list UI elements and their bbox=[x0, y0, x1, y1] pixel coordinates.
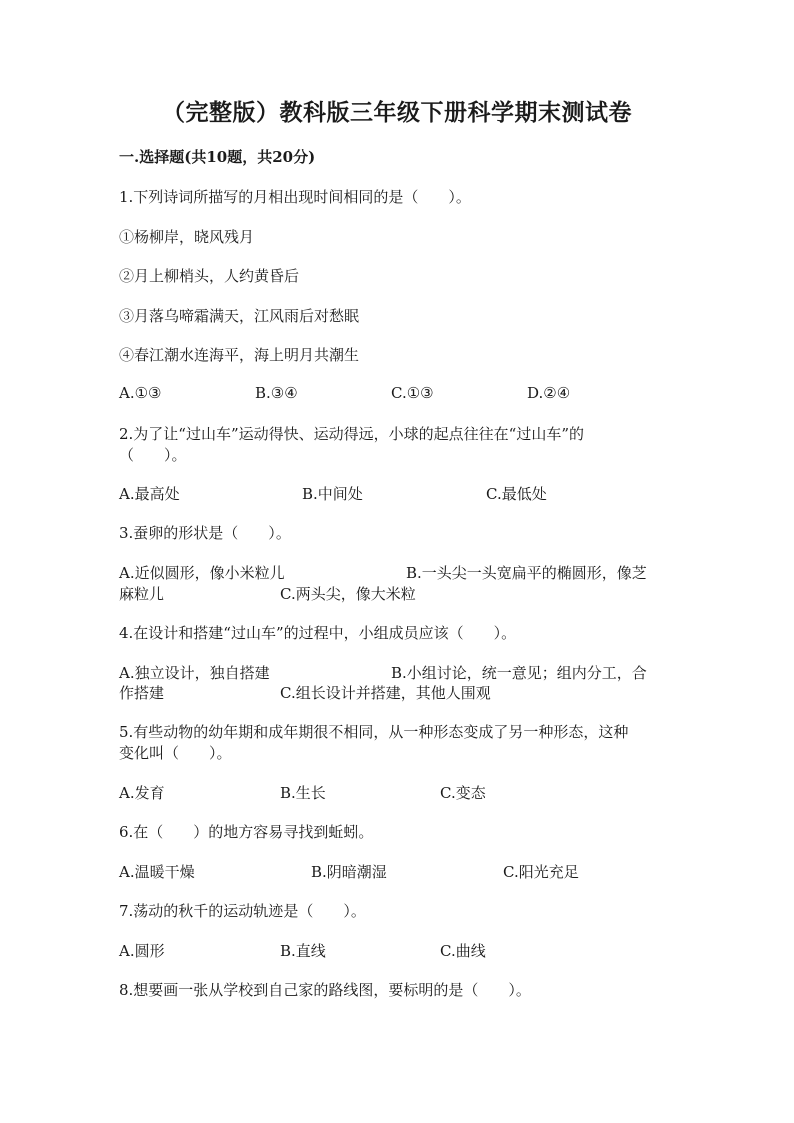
question-2-stem-line-1: 2.为了让“过山车”运动得快、运动得远，小球的起点往往在“过山车”的 bbox=[119, 425, 584, 443]
question-1-option-d[interactable]: D.②④ bbox=[527, 384, 571, 402]
question-5-stem-line-1: 5.有些动物的幼年期和成年期很不相同，从一种形态变成了另一种形态，这种 bbox=[119, 723, 629, 741]
question-6-option-c[interactable]: C.阳光充足 bbox=[503, 863, 579, 881]
question-1-option-b[interactable]: B.③④ bbox=[255, 384, 298, 402]
question-8-stem: 8.想要画一张从学校到自己家的路线图，要标明的是（ ）。 bbox=[119, 981, 531, 999]
question-3-option-b[interactable]: B.一头尖一头宽扁平的椭圆形，像芝 bbox=[406, 564, 647, 582]
question-7-option-c[interactable]: C.曲线 bbox=[440, 942, 486, 960]
question-1-option-c[interactable]: C.①③ bbox=[391, 384, 434, 402]
question-1-line-3: ③月落乌啼霜满天，江风雨后对愁眠 bbox=[119, 307, 360, 325]
page-title: （完整版）教科版三年级下册科学期末测试卷 bbox=[162, 99, 632, 126]
question-1-line-4: ④春江潮水连海平，海上明月共潮生 bbox=[119, 346, 360, 364]
question-2-option-b[interactable]: B.中间处 bbox=[302, 485, 363, 503]
question-1-stem: 1.下列诗词所描写的月相出现时间相同的是（ ）。 bbox=[119, 188, 471, 206]
question-2-stem-line-2: （ ）。 bbox=[119, 446, 187, 464]
question-3-option-c[interactable]: C.两头尖，像大米粒 bbox=[280, 585, 416, 603]
question-3-stem: 3.蚕卵的形状是（ ）。 bbox=[119, 524, 291, 542]
question-7-option-a[interactable]: A.圆形 bbox=[119, 942, 165, 960]
question-6-option-b[interactable]: B.阴暗潮湿 bbox=[311, 863, 387, 881]
question-3-option-a[interactable]: A.近似圆形，像小米粒儿 bbox=[119, 564, 285, 582]
question-5-option-a[interactable]: A.发育 bbox=[119, 784, 165, 802]
question-5-option-b[interactable]: B.生长 bbox=[280, 784, 326, 802]
question-1-option-a[interactable]: A.①③ bbox=[119, 384, 162, 402]
question-6-stem: 6.在（ ）的地方容易寻找到蚯蚓。 bbox=[119, 823, 374, 841]
question-4-option-b[interactable]: B.小组讨论，统一意见；组内分工，合 bbox=[391, 664, 647, 682]
question-1-line-2: ②月上柳梢头，人约黄昏后 bbox=[119, 267, 300, 285]
question-5-stem-line-2: 变化叫（ ）。 bbox=[119, 744, 232, 762]
question-4-option-c[interactable]: C.组长设计并搭建，其他人围观 bbox=[280, 684, 491, 702]
question-7-option-b[interactable]: B.直线 bbox=[280, 942, 326, 960]
question-1-line-1: ①杨柳岸，晓风残月 bbox=[119, 228, 255, 246]
question-5-option-c[interactable]: C.变态 bbox=[440, 784, 486, 802]
question-4-option-b-continued[interactable]: 作搭建 bbox=[119, 684, 165, 702]
question-2-option-a[interactable]: A.最高处 bbox=[119, 485, 180, 503]
question-7-stem: 7.荡动的秋千的运动轨迹是（ ）。 bbox=[119, 902, 366, 920]
question-6-option-a[interactable]: A.温暖干燥 bbox=[119, 863, 195, 881]
question-4-stem: 4.在设计和搭建“过山车”的过程中，小组成员应该（ ）。 bbox=[119, 624, 517, 642]
question-2-option-c[interactable]: C.最低处 bbox=[486, 485, 547, 503]
section-heading: 一.选择题(共10题，共20分) bbox=[119, 148, 316, 166]
question-3-option-b-continued[interactable]: 麻粒儿 bbox=[119, 585, 165, 603]
question-4-option-a[interactable]: A.独立设计，独自搭建 bbox=[119, 664, 270, 682]
